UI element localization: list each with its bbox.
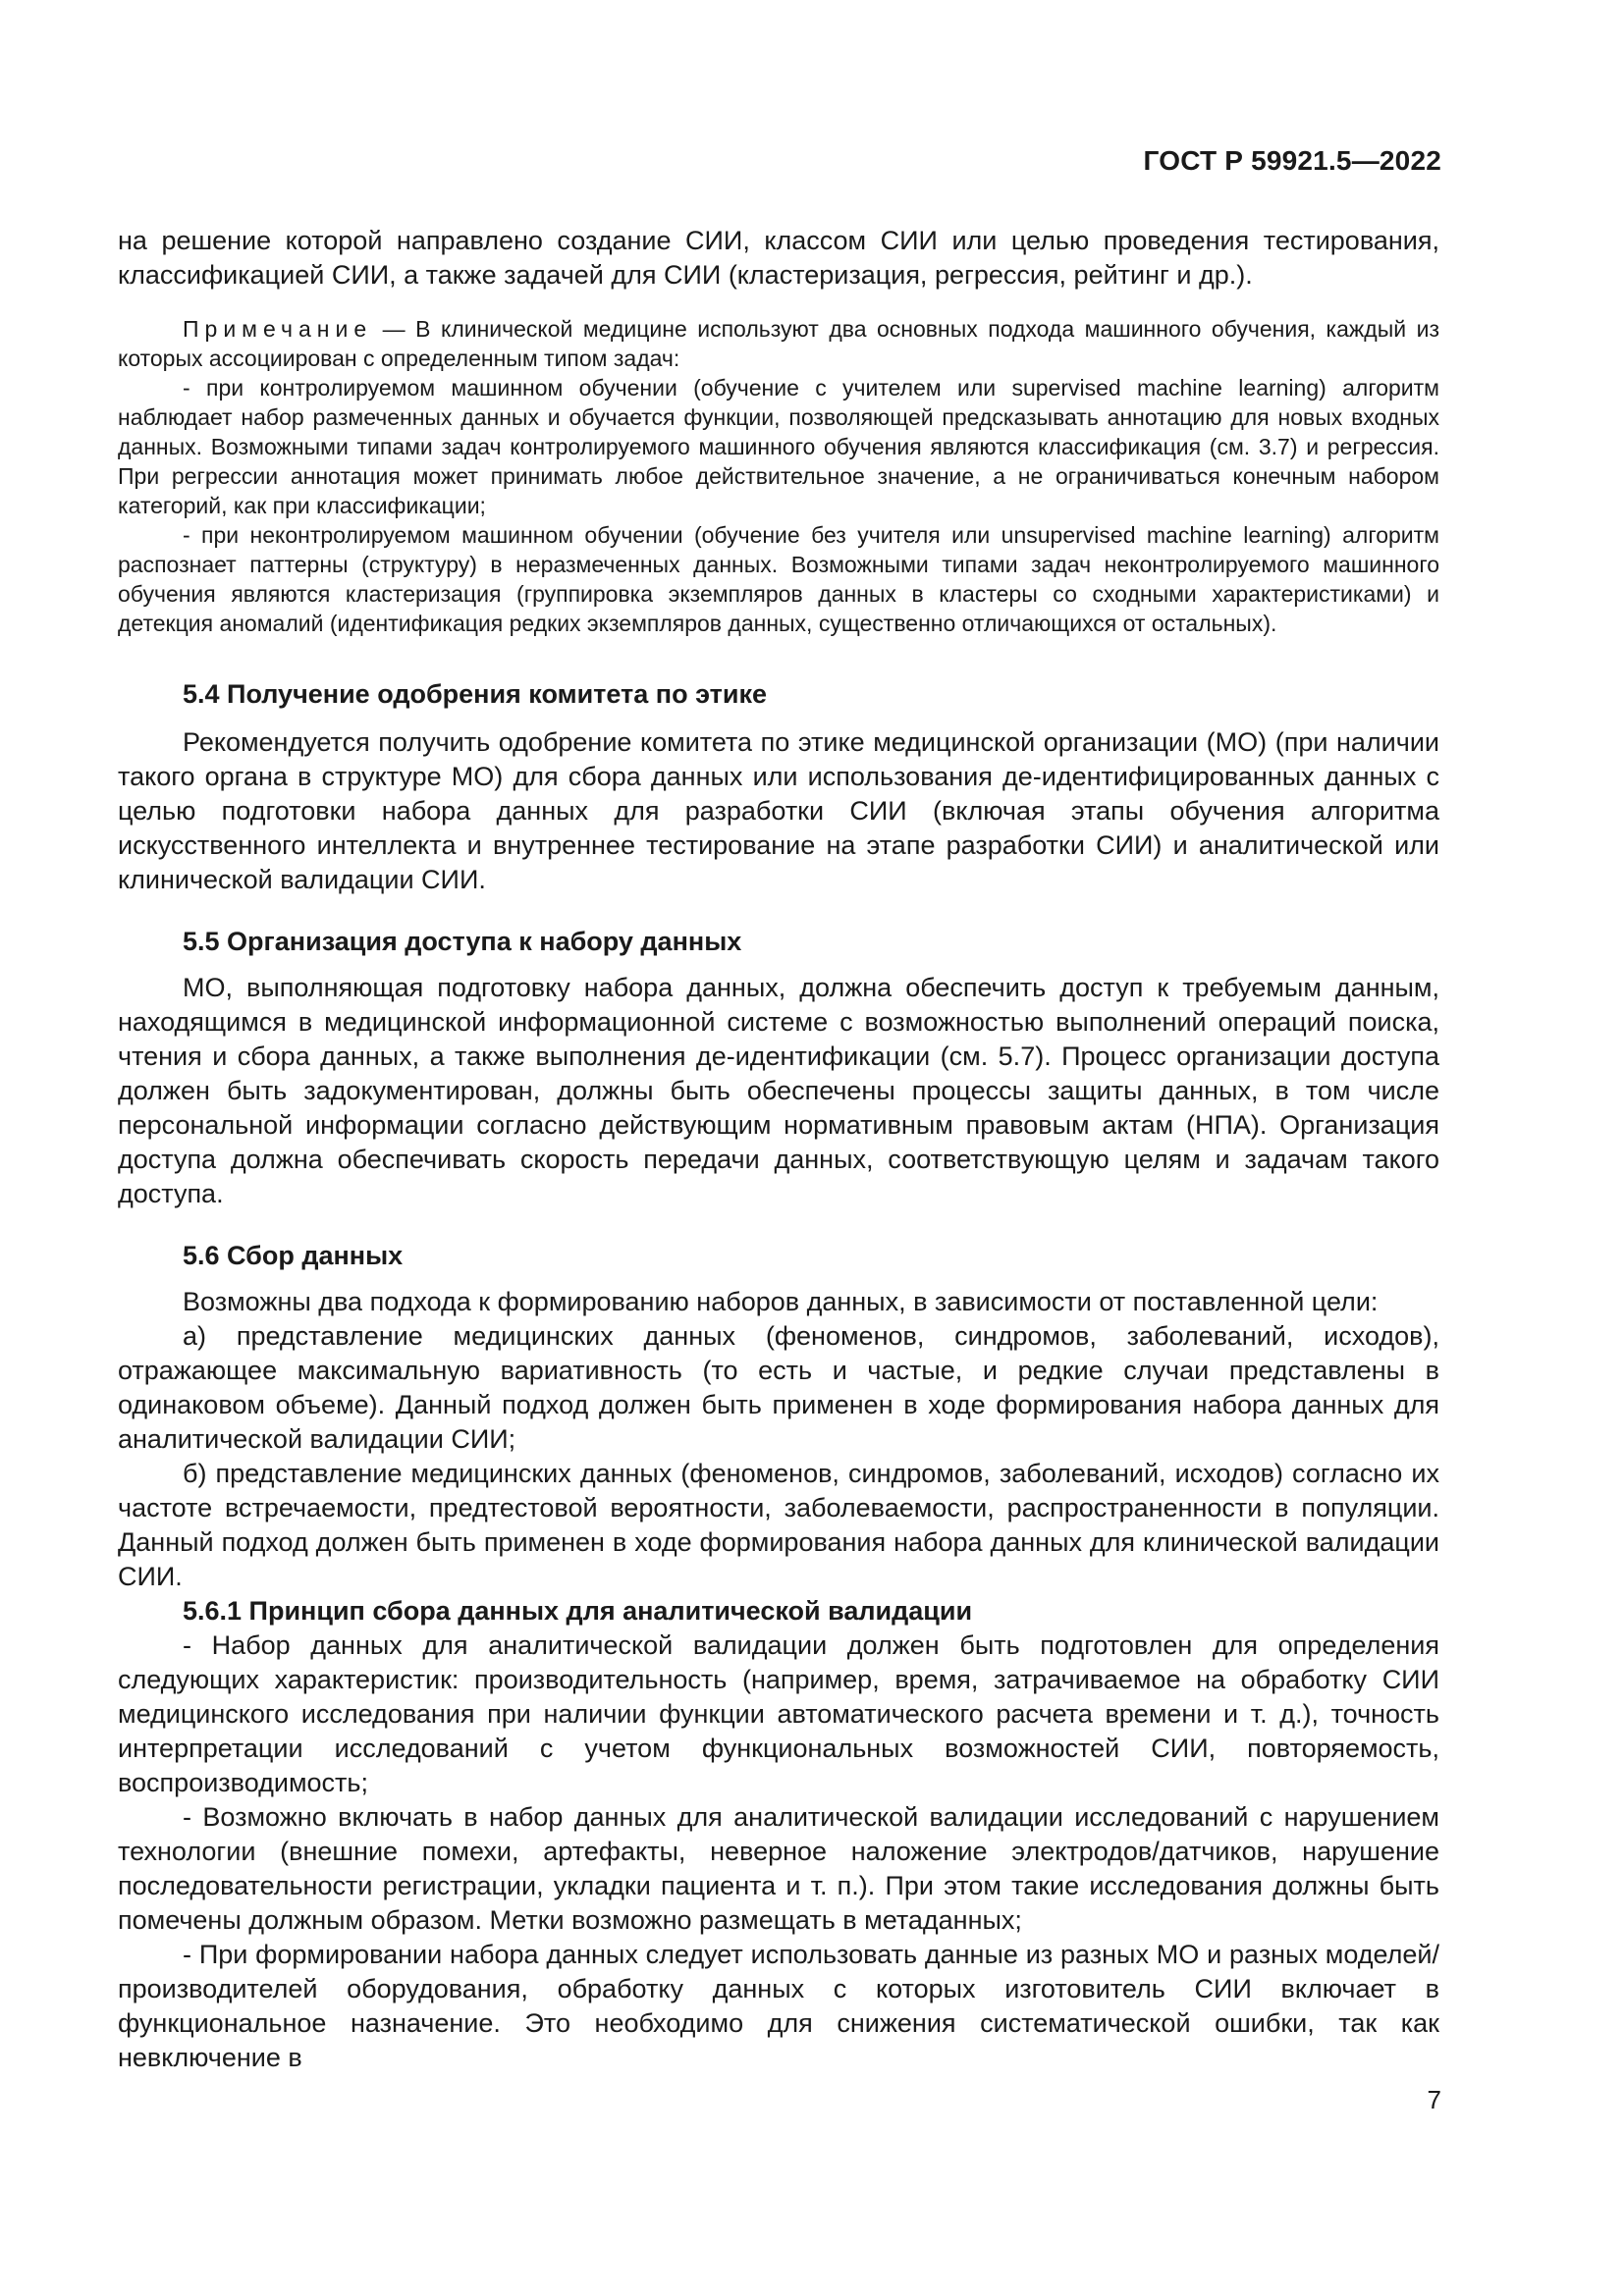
note-lead-paragraph	[118, 314, 1439, 373]
intro-paragraph: на решение которой направлено создание СИИ, классом СИИ или целью проведения тестирования, классификацией СИИ, а также задачей для СИИ (кластеризация, регрессия, рейтинг и др.).	[118, 226, 1439, 290]
section-5-6-1-item-1: - Набор данных для аналитической валидации должен быть подготовлен для определения следующих характеристик: производительность (например, время, затрачиваемое на обработку СИИ медицинского исследования при наличии функции автоматического расчета времени и т. д.), точность интерпретации исследований с учетом функциональных возможностей СИИ, повторяемость, воспроизводимость;	[118, 1630, 1439, 1797]
section-5-4-paragraph: Рекомендуется получить одобрение комитета по этике медицинской организации (МО) (при наличии такого органа в структуре МО) для сбора данных или использования де-идентифицированных данных с целью подготовки набора данных для разработки СИИ (включая этапы обучения алгоритма искусственного интеллекта и внутреннее тестирование на этапе разработки СИИ) и аналитической или клинической валидации СИИ.	[118, 727, 1439, 894]
section-5-6-item-a: а) представление медицинских данных (феноменов, синдромов, заболеваний, исходов), отражающее максимальную вариативность (то есть и частые, и редкие случаи представлены в одинаковом объеме). Данный подход должен быть применен в ходе формирования набора данных для аналитической валидации СИИ;	[118, 1321, 1439, 1454]
note-label: Примечание	[183, 316, 373, 342]
section-heading-5-6-1: 5.6.1 Принцип сбора данных для аналитической валидации	[183, 1596, 973, 1626]
section-5-6-1-item-3: - При формировании набора данных следует использовать данные из разных МО и разных моделей/производителей оборудования, обработку данных с которых изготовитель СИИ включает в функциональное назначение. Это необходимо для снижения систематической ошибки, так как невключение в	[118, 1940, 1439, 2072]
section-heading-5-6: 5.6 Сбор данных	[183, 1241, 404, 1270]
page-content	[118, 224, 1439, 2075]
note-lead-text: — В клинической медицине используют два основных подхода машинного обучения, каждый из которых ассоциирован с определенным типом задач:	[118, 316, 1439, 371]
section-heading-5-4: 5.4 Получение одобрения комитета по этике	[183, 679, 768, 709]
section-5-6-paragraph-intro: Возможны два подхода к формированию наборов данных, в зависимости от поставленной цели:	[183, 1287, 1379, 1316]
page-number: 7	[1427, 2085, 1441, 2114]
note-block	[118, 314, 1439, 638]
section-5-5-paragraph: МО, выполняющая подготовку набора данных, должна обеспечить доступ к требуемым данным, находящимся в медицинской информационной системе с возможностью выполнений операций поиска, чтения и сбора данных, а также выполнения де-идентификации (см. 5.7). Процесс организации доступа должен быть задокументирован, должны быть обеспечены процессы защиты данных, в том числе персональной информации согласно действующим нормативным правовым актам (НПА). Организация доступа должна обеспечивать скорость передачи данных, соответствующую целям и задачам такого доступа.	[118, 973, 1439, 1208]
section-5-6-1-item-2: - Возможно включать в набор данных для аналитической валидации исследований с нарушением технологии (внешние помехи, артефакты, неверное наложение электродов/датчиков, нарушение последовательности регистрации, укладки пациента и т. п.). При этом такие исследования должны быть помечены должным образом. Метки возможно размещать в метаданных;	[118, 1802, 1439, 1935]
section-5-6-item-b: б) представление медицинских данных (феноменов, синдромов, заболеваний, исходов) согласно их частоте встречаемости, предтестовой вероятности, заболеваемости, распространенности в популяции. Данный подход должен быть применен в ходе формирования набора данных для клинической валидации СИИ.	[118, 1459, 1439, 1591]
document-id: ГОСТ Р 59921.5—2022	[1143, 145, 1441, 176]
section-heading-5-5: 5.5 Организация доступа к набору данных	[183, 927, 742, 956]
note-item-unsupervised: - при неконтролируемом машинном обучении (обучение без учителя или unsupervised machine learning) алгоритм распознает паттерны (структуру) в неразмеченных данных. Возможными типами задач неконтролируемого машинного обучения являются кластеризация (группировка экземпляров данных в кластеры со сходными характеристиками) и детекция аномалий (идентификация редких экземпляров данных, существенно отличающихся от остальных).	[118, 522, 1439, 636]
note-item-supervised: - при контролируемом машинном обучении (обучение с учителем или supervised machine learning) алгоритм наблюдает набор размеченных данных и обучается функции, позволяющей предсказывать аннотацию для новых входных данных. Возможными типами задач контролируемого машинного обучения являются классификация (см. 3.7) и регрессия. При регрессии аннотация может принимать любое действительное значение, а не ограничиваться конечным набором категорий, как при классификации;	[118, 375, 1439, 518]
